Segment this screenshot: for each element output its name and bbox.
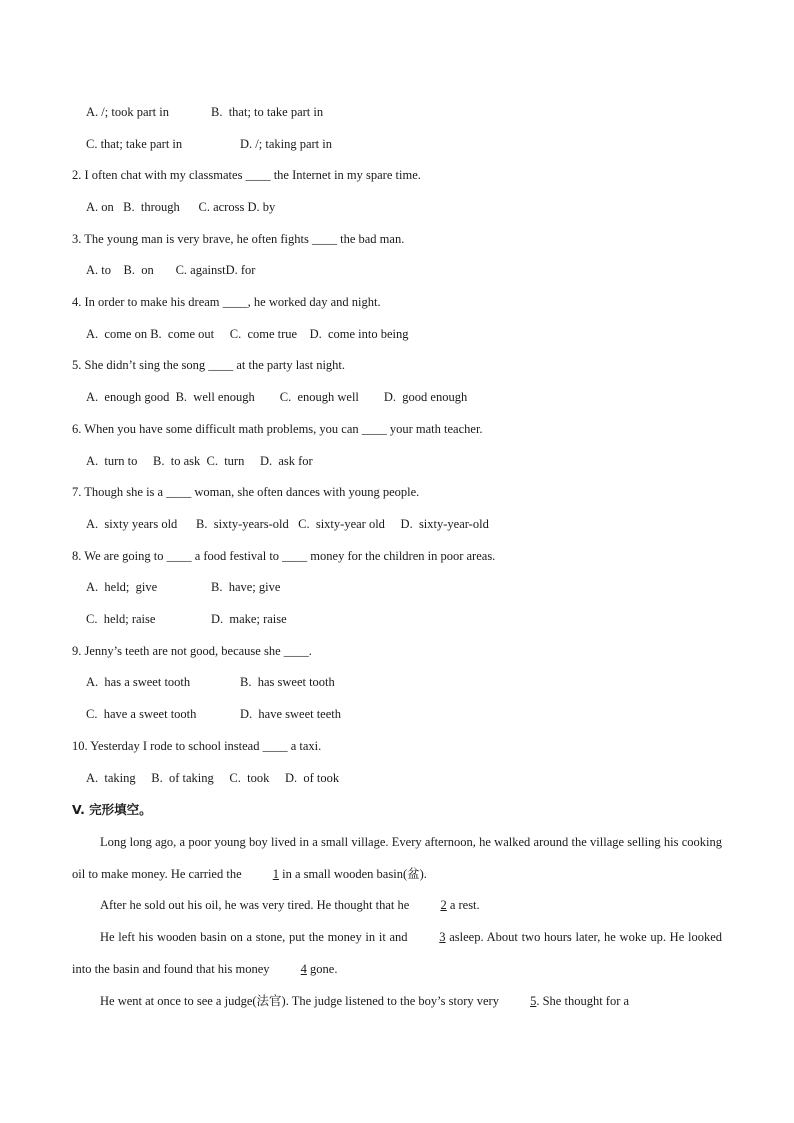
- blank-2: 2: [440, 898, 447, 912]
- q1-option-d: D. /; taking part in: [240, 137, 332, 151]
- q1-option-b: B. that; to take part in: [211, 105, 324, 119]
- blank-1: 1: [272, 867, 279, 881]
- q8-option-a: A. held; give: [86, 580, 158, 594]
- q9-option-b: B. has sweet tooth: [240, 675, 335, 689]
- q5-options: A. enough good B. well enough C. enough well D. good enough: [86, 390, 468, 404]
- q9-stem: 9. Jenny’s teeth are not good, because she ____.: [72, 644, 312, 658]
- passage-paragraph-3: He left his wooden basin on a stone, put the money in it and 3 asleep. About two hours later, he woke up. He looked into the basin and found that his money 4 gone.: [72, 921, 722, 985]
- blank-3: 3: [439, 930, 446, 944]
- q4-options: A. come on B. come out C. come true D. come into being: [86, 327, 409, 341]
- q2-stem: 2. I often chat with my classmates ____ the Internet in my spare time.: [72, 168, 421, 182]
- q4-stem: 4. In order to make his dream ____, he worked day and night.: [72, 295, 381, 309]
- q3-stem: 3. The young man is very brave, he often fights ____ the bad man.: [72, 232, 405, 246]
- q7-stem: 7. Though she is a ____ woman, she often dances with young people.: [72, 485, 420, 499]
- q10-stem: 10. Yesterday I rode to school instead ____ a taxi.: [72, 739, 322, 753]
- passage-paragraph-2: After he sold out his oil, he was very tired. He thought that he 2 a rest.: [72, 889, 722, 921]
- blank-4: 4: [300, 962, 307, 976]
- q8-stem: 8. We are going to ____ a food festival to ____ money for the children in poor areas.: [72, 549, 496, 563]
- q10-options: A. taking B. of taking C. took D. of took: [86, 771, 340, 785]
- q8-option-b: B. have; give: [211, 580, 281, 594]
- q2-options: A. on B. through C. across D. by: [86, 200, 276, 214]
- q6-options: A. turn to B. to ask C. turn D. ask for: [86, 454, 313, 468]
- q9-option-a: A. has a sweet tooth: [86, 675, 191, 689]
- section-heading: V. 完形填空。: [72, 802, 152, 817]
- q8-option-c: C. held; raise: [86, 612, 156, 626]
- q3-options: A. to B. on C. againstD. for: [86, 263, 256, 277]
- q1-option-c: C. that; take part in: [86, 137, 183, 151]
- passage-paragraph-1: Long long ago, a poor young boy lived in a small village. Every afternoon, he walked around the village selling his cooking oil to make money. He carried the 1 in a small wooden basin(盆).: [72, 826, 722, 890]
- q9-option-d: D. have sweet teeth: [240, 707, 342, 721]
- q6-stem: 6. When you have some difficult math problems, you can ____ your math teacher.: [72, 422, 483, 436]
- q1-option-a: A. /; took part in: [86, 105, 169, 119]
- passage-paragraph-4: He went at once to see a judge(法官). The judge listened to the boy’s story very 5. She thought for a: [72, 985, 722, 1017]
- blank-5: 5: [530, 994, 537, 1008]
- q5-stem: 5. She didn’t sing the song ____ at the party last night.: [72, 358, 346, 372]
- q8-option-d: D. make; raise: [211, 612, 287, 626]
- q9-option-c: C. have a sweet tooth: [86, 707, 197, 721]
- q7-options: A. sixty years old B. sixty-years-old C. sixty-year old D. sixty-year-old: [86, 517, 489, 531]
